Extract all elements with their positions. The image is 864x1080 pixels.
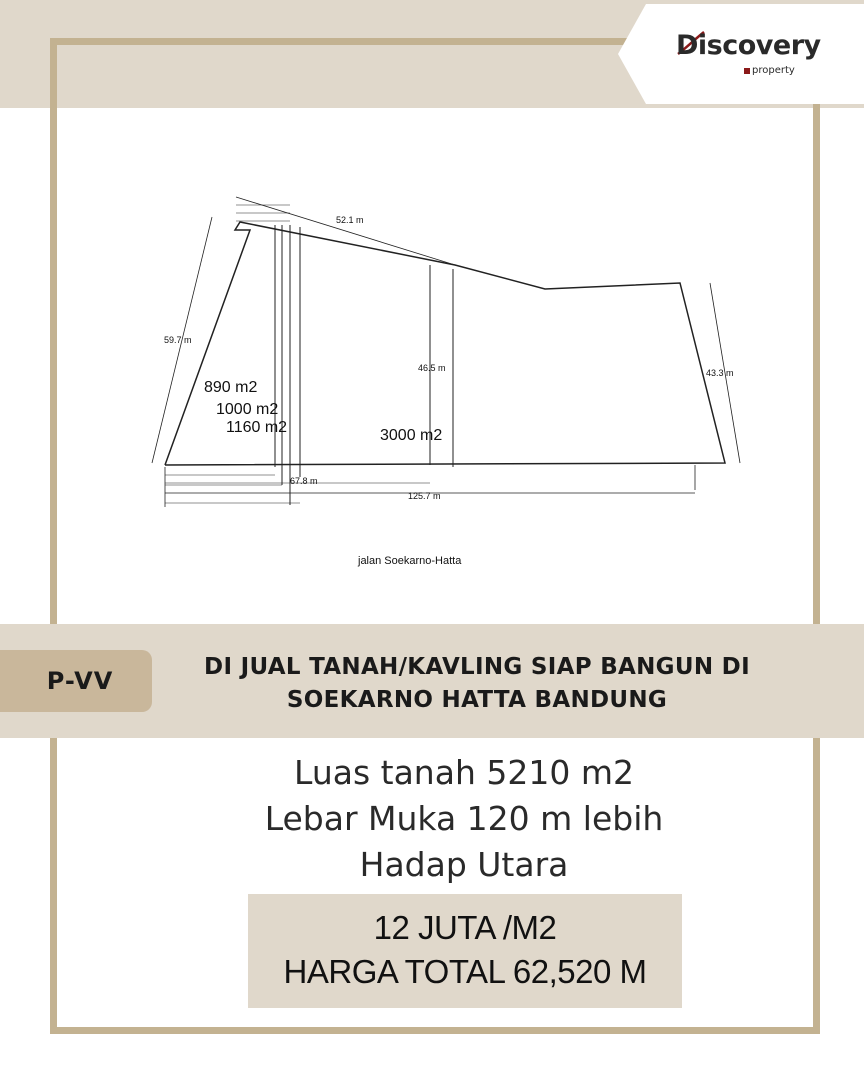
land-area-text: Luas tanah 5210 m2 (294, 753, 634, 792)
listing-headline (150, 651, 804, 717)
listing-code: P-VV (46, 667, 114, 695)
price-per-m2: 12 JUTA /M2 (373, 909, 557, 946)
middle-height-label: 46.5 m (418, 363, 446, 373)
area-1000-label: 1000 m2 (216, 401, 279, 418)
road-label: jalan Soekarno-Hatta (358, 555, 462, 567)
front-67-label: 67.8 m (290, 476, 318, 486)
price-box (248, 894, 682, 1008)
site-plan (140, 185, 760, 585)
area-1160-label: 1160 m2 (226, 419, 288, 436)
brand-sub: property (752, 65, 795, 76)
front-total-label: 125.7 m (408, 491, 441, 501)
brand-sub-mark (744, 68, 750, 74)
top-dimension-line (236, 197, 455, 265)
left-side-label: 59.7 m (164, 335, 192, 345)
right-side-label: 43.3 m (706, 368, 734, 378)
headline-line-2: SOEKARNO HATTA BANDUNG (286, 687, 668, 713)
orientation-text: Hadap Utara (359, 845, 569, 884)
area-890-label: 890 m2 (204, 379, 258, 396)
frontage-text: Lebar Muka 120 m lebih (264, 799, 664, 838)
total-price: HARGA TOTAL 62,520 M (283, 953, 647, 990)
listing-details (200, 750, 728, 888)
area-3000-label: 3000 m2 (380, 427, 443, 444)
top-width-label: 52.1 m (336, 215, 364, 225)
brand-logo: Discovery (676, 30, 821, 61)
listing-code-tag (0, 650, 152, 712)
headline-line-1: DI JUAL TANAH/KAVLING SIAP BANGUN DI (204, 654, 750, 680)
